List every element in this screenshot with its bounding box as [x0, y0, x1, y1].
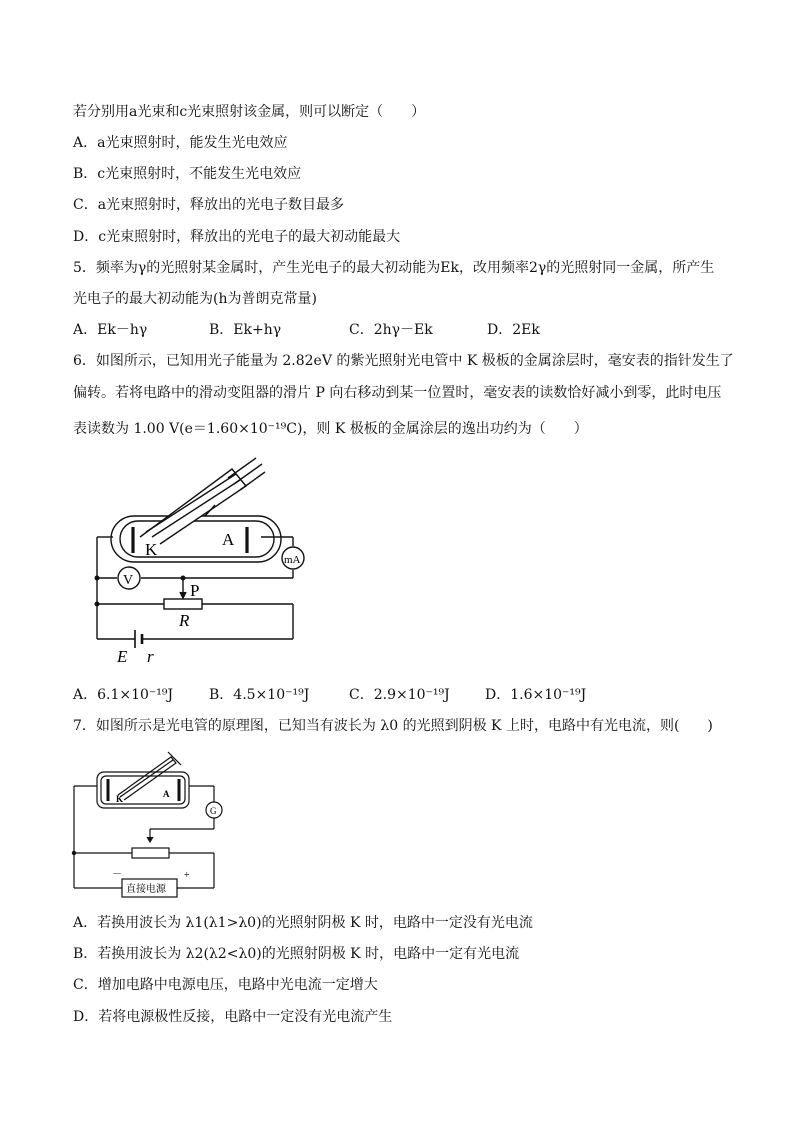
- q5-option-d: D．2Ek: [487, 322, 540, 338]
- q4-option-a: A．a光束照射时，能发生光电效应: [73, 135, 288, 151]
- fig2-label-k: K: [116, 794, 124, 804]
- q5-option-a: A．Ek－hγ: [73, 322, 148, 338]
- q7-option-a: A．若换用波长为 λ1(λ1>λ0)的光照射阴极 K 时，电路中一定没有光电流: [73, 915, 533, 931]
- fig2-label-a: A: [163, 789, 170, 799]
- q6-stem-line2: 偏转。若将电路中的滑动变阻器的滑片 P 向右移动到某一位置时，毫安表的读数恰好减小到零，此时电压: [73, 385, 722, 401]
- fig1-label-e: E: [117, 647, 128, 666]
- fig2-label-minus: －: [112, 869, 122, 880]
- fig1-label-ma: mA: [284, 554, 301, 566]
- q4-option-b: B．c光束照射时，不能发生光电效应: [73, 166, 302, 182]
- q6-option-b: B．4.5×10⁻¹⁹J: [209, 687, 310, 703]
- q4-option-d: D．c光束照射时，释放出的光电子的最大初动能最大: [73, 229, 401, 245]
- q5-stem-line1: 5．频率为γ的光照射某金属时，产生光电子的最大初动能为Ek，改用频率2γ的光照射同一金属，所产生: [73, 260, 715, 276]
- fig1-label-v: V: [123, 573, 134, 588]
- fig2-label-plus: +: [184, 870, 190, 881]
- q5-options: [73, 320, 723, 340]
- q7-option-b: B．若换用波长为 λ2(λ2<λ0)的光照射阴极 K 时，电路中一定有光电流: [73, 946, 520, 962]
- fig1-label-a: A: [222, 530, 235, 549]
- q4-stem: 若分别用a光束和c光束照射该金属，则可以断定（ ）: [73, 104, 426, 120]
- fig2-power-source-label: 直接电源: [126, 884, 166, 895]
- fig2-label-g: G: [210, 806, 217, 816]
- q6-option-d: D．1.6×10⁻¹⁹J: [485, 687, 587, 703]
- q4-option-c: C．a光束照射时，释放出的光电子数目最多: [73, 197, 345, 213]
- q6-circuit-figure: [85, 455, 315, 670]
- fig1-label-r-internal: r: [147, 647, 154, 666]
- q5-option-c: C．2hγ－Ek: [349, 322, 433, 338]
- q7-option-c: C．增加电路中电源电压，电路中光电流一定增大: [73, 977, 378, 993]
- fig1-label-p: P: [190, 581, 200, 600]
- q6-stem-line1: 6．如图所示，已知用光子能量为 2.82eV 的紫光照射光电管中 K 极板的金属涂层时，毫安表的指针发生了: [73, 353, 734, 369]
- fig1-label-k: K: [145, 540, 158, 559]
- fig1-label-r-resistor: R: [179, 611, 190, 630]
- q6-options: [73, 685, 723, 705]
- q6-option-a: A．6.1×10⁻¹⁹J: [73, 687, 174, 703]
- q7-stem: 7．如图所示是光电管的原理图，已知当有波长为 λ0 的光照到阴极 K 上时，电路中有光电流，则( ): [73, 718, 713, 734]
- q7-circuit-figure: [70, 748, 230, 898]
- q7-option-d: D．若将电源极性反接，电路中一定没有光电流产生: [73, 1009, 393, 1025]
- q6-stem-line3: 表读数为 1.00 V(e＝1.60×10⁻¹⁹C)，则 K 极板的金属涂层的逸出功约为（ ）: [73, 421, 588, 437]
- q5-option-b: B．Ek+hγ: [209, 322, 282, 338]
- q6-option-c: C．2.9×10⁻¹⁹J: [349, 687, 450, 703]
- q5-stem-line2: 光电子的最大初动能为(h为普朗克常量): [73, 291, 317, 307]
